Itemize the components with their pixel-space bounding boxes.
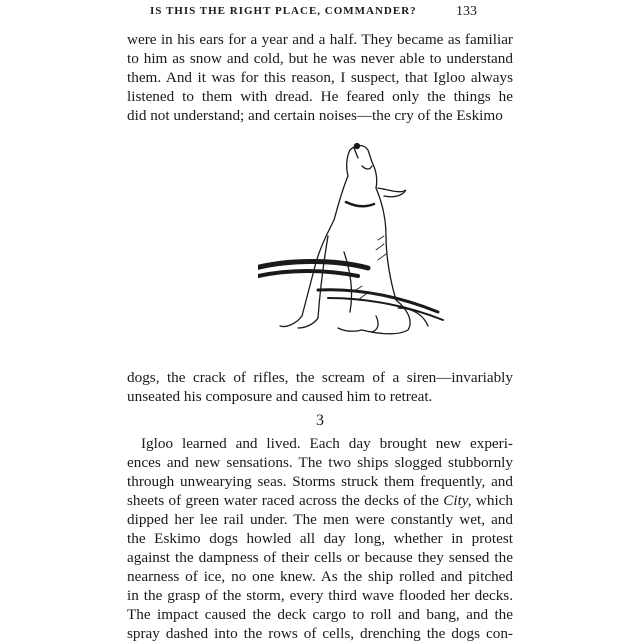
text-line: [127, 491, 513, 510]
text-line: listened to them with dread. He feared only the things he: [127, 88, 513, 105]
text-line: Igloo learned and lived. Each day brought new experi-: [141, 435, 513, 452]
text-line: spray dashed into the rows of cells, drenching the dogs con-: [127, 625, 513, 642]
paragraph-1: [127, 30, 513, 125]
text-line: were in his ears for a year and a half. They became as familiar: [127, 31, 513, 48]
text-line: in the grasp of the storm, every third wave flooded her decks.: [127, 587, 513, 604]
page-number: 133: [456, 4, 477, 19]
text-line: against the dampness of their cells or because they sensed the: [127, 549, 513, 566]
text-line: unseated his composure and caused him to retreat.: [127, 388, 433, 405]
paragraph-3: [127, 434, 513, 643]
text-line: through unwearying seas. Storms struck them frequently, and: [127, 473, 513, 490]
text-line: the Eskimo dogs howled all day long, whether in protest: [127, 530, 513, 547]
text-line: dogs, the crack of rifles, the scream of a siren—invariably: [127, 369, 513, 386]
text-line: The impact caused the deck cargo to roll and bang, and the: [127, 606, 513, 623]
paragraph-2: [127, 368, 513, 406]
running-head: IS THIS THE RIGHT PLACE, COMMANDER?: [150, 5, 417, 17]
text-line: ences and new sensations. The two ships slogged stubbornly: [127, 454, 513, 471]
text-line: nearness of ice, no one knew. As the ship rolled and pitched: [127, 568, 513, 585]
text-line: them. And it was for this reason, I suspect, that Igloo always: [127, 69, 513, 86]
text-line: to him as snow and cold, but he was never able to understand: [127, 50, 513, 67]
ship-name: City,: [443, 492, 472, 509]
dog-howling-illustration: [258, 140, 448, 365]
text-segment: which: [475, 492, 514, 509]
text-line: dipped her lee rail under. The men were constantly wet, and: [127, 511, 513, 528]
text-segment: sheets of green water raced across the decks of the: [127, 492, 439, 509]
section-number: 3: [316, 412, 324, 429]
text-line: did not understand; and certain noises—the cry of the Eskimo: [127, 107, 503, 124]
